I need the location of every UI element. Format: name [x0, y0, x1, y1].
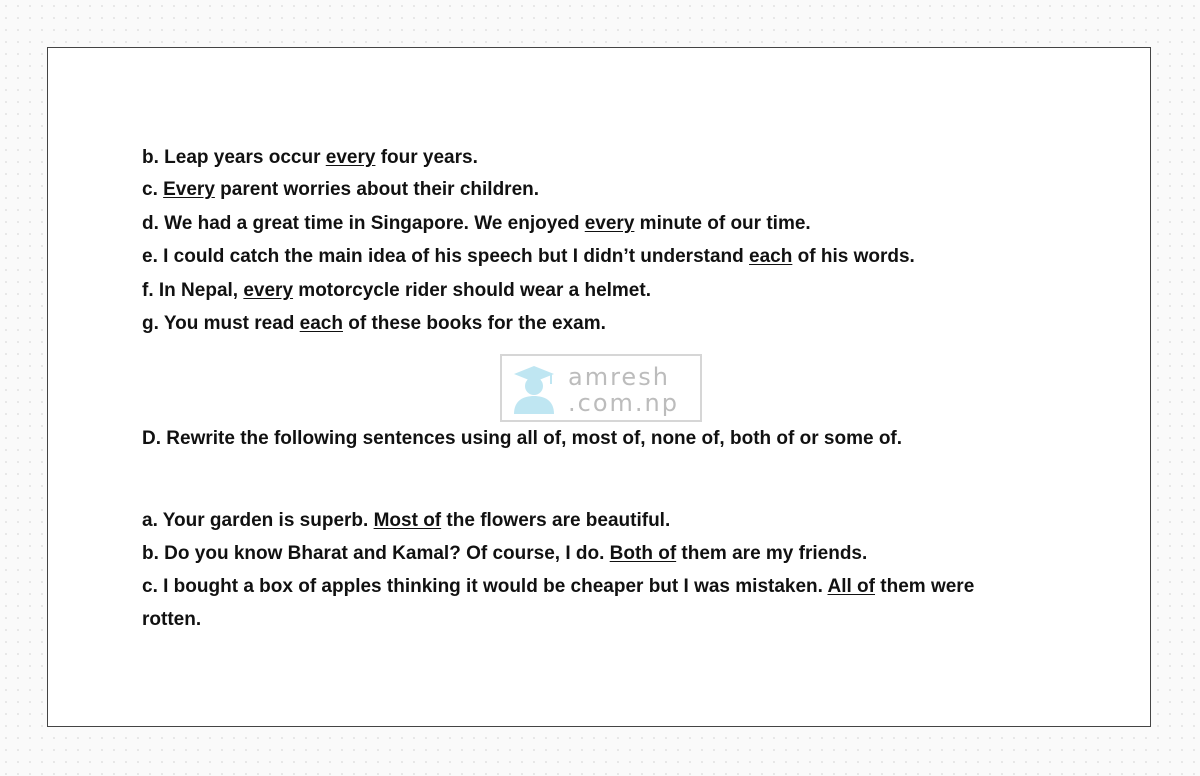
line-text: four years.: [375, 147, 478, 168]
student-graduate-icon: [510, 364, 558, 414]
answer-word: All of: [827, 576, 875, 597]
worksheet-page: [47, 47, 1151, 727]
line-text: e. I could catch the main idea of his speech but I didn’t understand: [142, 246, 750, 267]
watermark-logo: [500, 354, 702, 422]
line-text: minute of our time.: [634, 213, 811, 234]
line-text: the flowers are beautiful.: [441, 510, 671, 531]
answer-line-g: [142, 313, 606, 335]
rewrite-line-c-continued: rotten.: [142, 609, 202, 630]
line-text: c.: [142, 179, 164, 200]
answer-word: every: [325, 147, 376, 168]
line-text: of these books for the exam.: [342, 313, 606, 334]
line-text: f. In Nepal,: [142, 280, 244, 301]
answer-line-e: [142, 246, 915, 268]
line-text: b. Leap years occur: [142, 147, 326, 168]
line-text: parent worries about their children.: [214, 179, 540, 200]
rewrite-line-b: [142, 543, 867, 565]
line-text: them are my friends.: [676, 543, 868, 564]
answer-word: every: [584, 213, 635, 234]
answer-line-c: [142, 179, 539, 201]
answer-word: each: [299, 313, 343, 334]
line-text: c. I bought a box of apples thinking it would be cheaper but I was mistaken.: [142, 576, 828, 597]
line-text: motorcycle rider should wear a helmet.: [293, 280, 651, 301]
answer-word: Most of: [373, 510, 442, 531]
line-text: b. Do you know Bharat and Kamal? Of course, I do.: [142, 543, 610, 564]
line-text: g. You must read: [142, 313, 300, 334]
answer-word: each: [749, 246, 793, 267]
answer-word: every: [243, 280, 294, 301]
answer-word: Both of: [609, 543, 677, 564]
rewrite-line-a: [142, 510, 670, 532]
section-d-heading: D. Rewrite the following sentences using all of, most of, none of, both of or some of.: [142, 428, 903, 449]
line-text: of his words.: [792, 246, 915, 267]
answer-line-f: [142, 280, 651, 302]
line-text: d. We had a great time in Singapore. We enjoyed: [142, 213, 585, 234]
answer-line-d: [142, 213, 811, 235]
watermark-text-line1: amresh: [568, 363, 670, 391]
rewrite-line-c: [142, 576, 974, 598]
watermark-text-line2: .com.np: [568, 389, 679, 417]
answer-word: Every: [163, 179, 215, 200]
answer-line-b: [142, 147, 478, 169]
line-text: them were: [875, 576, 975, 597]
line-text: a. Your garden is superb.: [142, 510, 374, 531]
